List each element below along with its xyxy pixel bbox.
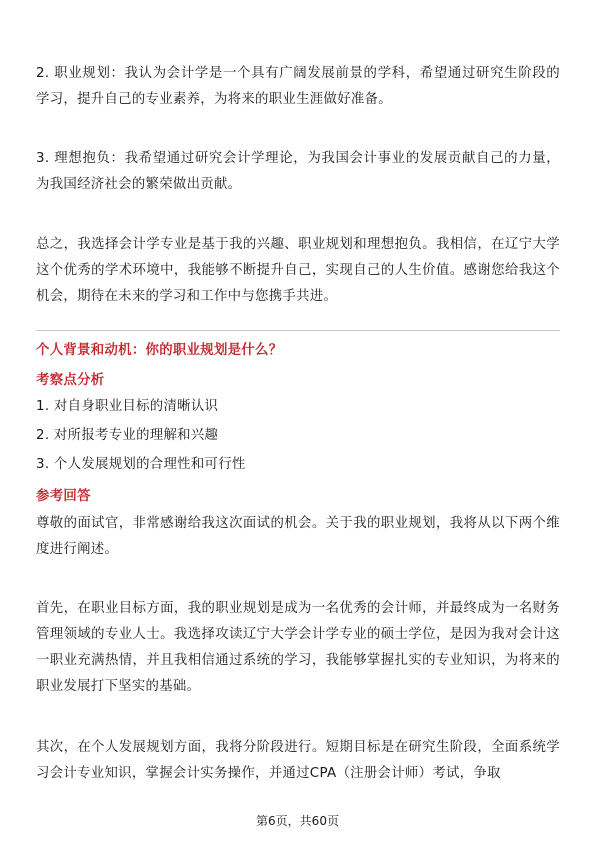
analysis-item: 3. 个人发展规划的合理性和可行性 [36, 457, 246, 472]
paragraph-career-plan: 2. 职业规划：我认为会计学是一个具有广阔发展前景的学科，希望通过研究生阶段的学习，提升自己的专业素养，为将来的职业生涯做好准备。 [36, 66, 560, 107]
section-divider [36, 330, 560, 331]
answer-heading: 参考回答 [36, 489, 91, 504]
answer-paragraph-intro: 尊敬的面试官，非常感谢给我这次面试的机会。关于我的职业规划，我将从以下两个维度进行阐述。 [36, 516, 560, 557]
question-title: 个人背景和动机：你的职业规划是什么？ [36, 343, 283, 358]
answer-paragraph-first: 首先，在职业目标方面，我的职业规划是成为一名优秀的会计师，并最终成为一名财务管理领域的专业人士。我选择攻读辽宁大学会计学专业的硕士学位，是因为我对会计这一职业充满热情，并且我相信通过系统的学习，我能够掌握扎实的专业知识，为将来的职业发展打下坚实的基础。 [36, 601, 560, 694]
paragraph-ideal-ambition: 3. 理想抱负：我希望通过研究会计学理论，为我国会计事业的发展贡献自己的力量，为我国经济社会的繁荣做出贡献。 [36, 151, 560, 192]
analysis-heading: 考察点分析 [36, 373, 105, 388]
analysis-item: 2. 对所报考专业的理解和兴趣 [36, 428, 219, 443]
answer-paragraph-second: 其次，在个人发展规划方面，我将分阶段进行。短期目标是在研究生阶段，全面系统学习会计专业知识，掌握会计实务操作，并通过CPA（注册会计师）考试，争取 [36, 740, 560, 781]
paragraph-summary: 总之，我选择会计学专业是基于我的兴趣、职业规划和理想抱负。我相信，在辽宁大学这个优秀的学术环境中，我能够不断提升自己，实现自己的人生价值。感谢您给我这个机会，期待在未来的学习和工作中与您携手共进。 [36, 237, 560, 304]
analysis-item: 1. 对自身职业目标的清晰认识 [36, 399, 219, 414]
page-number: 第6页，共60页 [256, 814, 339, 828]
